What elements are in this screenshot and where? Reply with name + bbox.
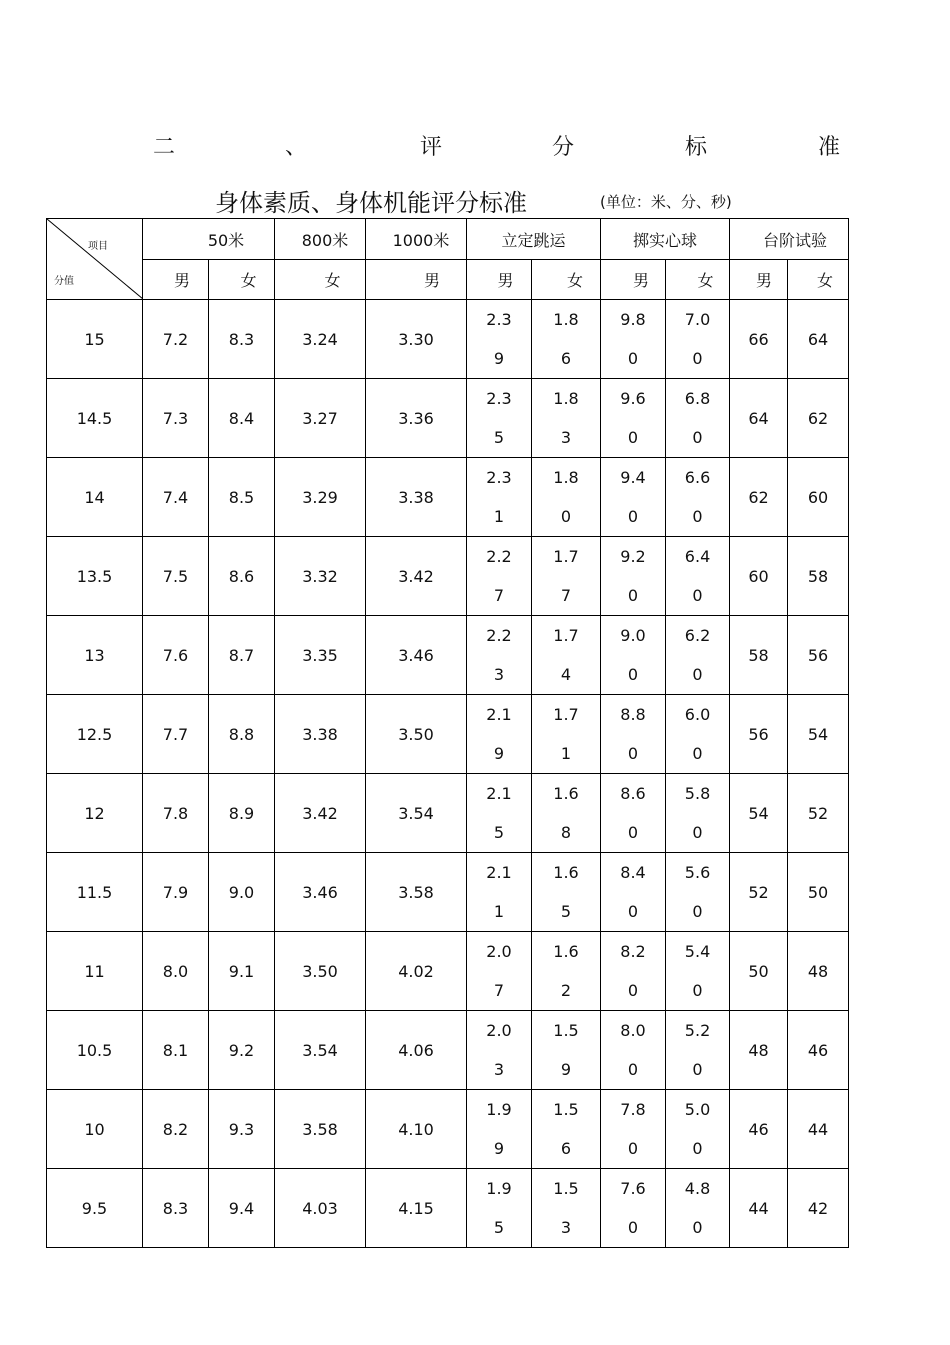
value-cell: 44 xyxy=(788,1090,849,1169)
value-part-upper: 1.7 xyxy=(553,704,579,724)
value-cell: 8.0 xyxy=(143,932,209,1011)
value-cell: 7.2 xyxy=(143,300,209,379)
value-part-upper: 7.0 xyxy=(684,309,711,329)
value-part-lower: 6 xyxy=(560,1138,572,1158)
value-cell: 9.0 xyxy=(209,853,275,932)
value-cell: 8.3 xyxy=(209,300,275,379)
value-cell: 3.58 xyxy=(366,853,467,932)
score-value: 13 xyxy=(47,616,143,695)
split-value-cell xyxy=(532,616,601,695)
value-cell: 64 xyxy=(730,379,788,458)
value-part-lower: 1 xyxy=(493,901,505,921)
value-part-upper: 1.5 xyxy=(553,1178,579,1198)
value-part-lower: 0 xyxy=(627,348,639,368)
value-part-upper: 2.3 xyxy=(486,309,512,329)
value-cell: 58 xyxy=(788,537,849,616)
table-row xyxy=(47,1169,849,1248)
header-row-groups xyxy=(47,219,849,260)
value-cell: 56 xyxy=(730,695,788,774)
split-value-cell xyxy=(467,458,532,537)
value-part-lower: 3 xyxy=(560,1217,572,1237)
split-value-cell xyxy=(601,853,666,932)
split-value-cell xyxy=(467,379,532,458)
split-value-cell xyxy=(601,1011,666,1090)
gender-header: 男 xyxy=(730,260,788,300)
value-cell: 3.38 xyxy=(275,695,366,774)
value-part-upper: 8.4 xyxy=(620,862,646,882)
value-cell: 56 xyxy=(788,616,849,695)
value-part-upper: 1.9 xyxy=(486,1099,512,1119)
value-part-lower: 0 xyxy=(692,1138,703,1158)
split-value-cell xyxy=(532,458,601,537)
table-row xyxy=(47,774,849,853)
table-row xyxy=(47,1090,849,1169)
value-cell: 3.38 xyxy=(366,458,467,537)
split-value-cell xyxy=(666,774,730,853)
value-cell: 8.9 xyxy=(209,774,275,853)
value-part-upper: 5.0 xyxy=(684,1099,711,1119)
split-value-cell xyxy=(532,1169,601,1248)
corner-label-item: 项目 xyxy=(88,241,108,252)
value-cell: 3.24 xyxy=(275,300,366,379)
value-part-upper: 7.8 xyxy=(620,1099,646,1119)
group-header: 台阶试验 xyxy=(730,219,849,260)
value-part-lower: 3 xyxy=(560,427,572,447)
value-part-upper: 8.6 xyxy=(620,783,646,803)
value-cell: 60 xyxy=(788,458,849,537)
header-row-gender xyxy=(47,260,849,300)
table-row xyxy=(47,853,849,932)
value-part-upper: 2.1 xyxy=(486,862,512,882)
value-part-upper: 2.3 xyxy=(486,467,512,487)
split-value-cell xyxy=(601,695,666,774)
value-part-upper: 1.8 xyxy=(553,388,579,408)
table-row xyxy=(47,695,849,774)
table-body xyxy=(47,219,849,1248)
split-value-cell xyxy=(467,774,532,853)
split-value-cell xyxy=(601,616,666,695)
gender-header: 男 xyxy=(601,260,666,300)
split-value-cell xyxy=(666,300,730,379)
value-part-lower: 9 xyxy=(493,743,505,763)
value-cell: 52 xyxy=(730,853,788,932)
split-value-cell xyxy=(467,1090,532,1169)
value-cell: 42 xyxy=(788,1169,849,1248)
value-part-lower: 0 xyxy=(692,427,703,447)
value-part-lower: 0 xyxy=(627,1217,639,1237)
value-cell: 3.35 xyxy=(275,616,366,695)
split-value-cell xyxy=(666,1011,730,1090)
value-cell: 60 xyxy=(730,537,788,616)
value-cell: 58 xyxy=(730,616,788,695)
split-value-cell xyxy=(467,616,532,695)
split-value-cell xyxy=(467,1011,532,1090)
value-part-lower: 0 xyxy=(627,1059,639,1079)
value-part-lower: 0 xyxy=(692,901,703,921)
value-cell: 3.50 xyxy=(366,695,467,774)
value-part-lower: 0 xyxy=(560,506,572,526)
value-part-upper: 1.5 xyxy=(553,1099,579,1119)
value-part-upper: 1.6 xyxy=(553,783,579,803)
gender-header: 女 xyxy=(788,260,849,300)
value-part-upper: 2.2 xyxy=(486,546,512,566)
value-part-upper: 6.0 xyxy=(684,704,711,724)
corner-label-score: 分值 xyxy=(54,276,74,287)
score-value: 12.5 xyxy=(47,695,143,774)
value-part-upper: 1.6 xyxy=(553,941,579,961)
score-value: 12 xyxy=(47,774,143,853)
group-header: 1000米 xyxy=(366,219,467,260)
gender-header: 女 xyxy=(275,260,366,300)
score-value: 10.5 xyxy=(47,1011,143,1090)
value-part-upper: 8.0 xyxy=(620,1020,646,1040)
value-part-upper: 9.2 xyxy=(620,546,646,566)
split-value-cell xyxy=(467,1169,532,1248)
score-value: 13.5 xyxy=(47,537,143,616)
split-value-cell xyxy=(666,379,730,458)
value-part-lower: 5 xyxy=(493,822,505,842)
value-part-lower: 1 xyxy=(493,506,505,526)
value-part-lower: 0 xyxy=(627,901,639,921)
split-value-cell xyxy=(532,1011,601,1090)
value-part-upper: 2.0 xyxy=(486,941,512,961)
value-part-upper: 1.8 xyxy=(553,309,579,329)
value-part-lower: 0 xyxy=(627,585,639,605)
split-value-cell xyxy=(467,695,532,774)
value-cell: 3.50 xyxy=(275,932,366,1011)
diagonal-line xyxy=(47,219,143,299)
heading-char: 、 xyxy=(285,135,308,160)
value-cell: 4.15 xyxy=(366,1169,467,1248)
table-row xyxy=(47,379,849,458)
score-value: 10 xyxy=(47,1090,143,1169)
split-value-cell xyxy=(601,379,666,458)
split-value-cell xyxy=(532,300,601,379)
value-part-lower: 0 xyxy=(627,506,639,526)
value-part-lower: 3 xyxy=(493,1059,505,1079)
value-cell: 66 xyxy=(730,300,788,379)
value-cell: 3.27 xyxy=(275,379,366,458)
value-cell: 44 xyxy=(730,1169,788,1248)
value-cell: 52 xyxy=(788,774,849,853)
table-row xyxy=(47,537,849,616)
table-row xyxy=(47,300,849,379)
split-value-cell xyxy=(532,932,601,1011)
value-part-upper: 1.9 xyxy=(486,1178,512,1198)
value-part-upper: 9.0 xyxy=(620,625,646,645)
value-part-lower: 0 xyxy=(627,980,639,1000)
value-cell: 3.30 xyxy=(366,300,467,379)
value-part-lower: 0 xyxy=(692,743,703,763)
split-value-cell xyxy=(666,1090,730,1169)
split-value-cell xyxy=(467,932,532,1011)
value-cell: 54 xyxy=(730,774,788,853)
value-part-upper: 8.2 xyxy=(620,941,646,961)
table-row xyxy=(47,458,849,537)
value-part-upper: 9.6 xyxy=(620,388,646,408)
split-value-cell xyxy=(601,774,666,853)
split-value-cell xyxy=(532,853,601,932)
value-part-upper: 9.8 xyxy=(620,309,646,329)
value-part-lower: 0 xyxy=(627,822,639,842)
value-part-lower: 0 xyxy=(692,664,703,684)
value-part-upper: 5.4 xyxy=(684,941,711,961)
value-cell: 7.4 xyxy=(143,458,209,537)
group-header: 掷实心球 xyxy=(601,219,730,260)
score-table xyxy=(46,218,849,1248)
table-row xyxy=(47,1011,849,1090)
value-part-upper: 1.7 xyxy=(553,625,579,645)
split-value-cell xyxy=(666,1169,730,1248)
split-value-cell xyxy=(666,932,730,1011)
value-cell: 4.06 xyxy=(366,1011,467,1090)
value-cell: 4.02 xyxy=(366,932,467,1011)
value-cell: 8.1 xyxy=(143,1011,209,1090)
value-cell: 50 xyxy=(730,932,788,1011)
split-value-cell xyxy=(666,695,730,774)
score-value: 14 xyxy=(47,458,143,537)
value-part-upper: 1.6 xyxy=(553,862,579,882)
value-part-lower: 0 xyxy=(627,427,639,447)
value-part-upper: 5.2 xyxy=(684,1020,711,1040)
split-value-cell xyxy=(601,1169,666,1248)
gender-header: 女 xyxy=(666,260,730,300)
value-cell: 8.4 xyxy=(209,379,275,458)
value-part-lower: 0 xyxy=(692,1217,703,1237)
value-cell: 3.42 xyxy=(366,537,467,616)
split-value-cell xyxy=(666,616,730,695)
value-cell: 3.32 xyxy=(275,537,366,616)
value-cell: 64 xyxy=(788,300,849,379)
value-part-upper: 6.8 xyxy=(684,388,711,408)
score-value: 14.5 xyxy=(47,379,143,458)
value-part-upper: 8.8 xyxy=(620,704,646,724)
value-part-lower: 9 xyxy=(560,1059,572,1079)
value-cell: 8.5 xyxy=(209,458,275,537)
value-part-upper: 2.1 xyxy=(486,704,512,724)
value-cell: 9.2 xyxy=(209,1011,275,1090)
value-part-lower: 0 xyxy=(692,585,703,605)
value-cell: 7.7 xyxy=(143,695,209,774)
value-part-upper: 5.6 xyxy=(684,862,711,882)
value-part-upper: 2.0 xyxy=(486,1020,512,1040)
value-cell: 3.54 xyxy=(366,774,467,853)
value-cell: 3.42 xyxy=(275,774,366,853)
unit-note: (单位：米、分、秒) xyxy=(600,193,732,211)
split-value-cell xyxy=(532,537,601,616)
value-part-upper: 2.2 xyxy=(486,625,512,645)
split-value-cell xyxy=(666,458,730,537)
value-part-lower: 0 xyxy=(692,980,703,1000)
value-part-upper: 2.3 xyxy=(486,388,512,408)
value-cell: 8.8 xyxy=(209,695,275,774)
value-cell: 7.6 xyxy=(143,616,209,695)
value-cell: 9.3 xyxy=(209,1090,275,1169)
split-value-cell xyxy=(666,853,730,932)
heading-char: 二 xyxy=(153,135,176,160)
value-part-lower: 0 xyxy=(692,506,703,526)
value-part-lower: 8 xyxy=(560,822,572,842)
group-header: 立定跳运 xyxy=(467,219,601,260)
value-cell: 54 xyxy=(788,695,849,774)
value-part-upper: 1.8 xyxy=(553,467,579,487)
section-heading xyxy=(0,130,950,160)
heading-char: 分 xyxy=(552,135,575,160)
value-cell: 7.3 xyxy=(143,379,209,458)
value-part-lower: 0 xyxy=(627,1138,639,1158)
value-cell: 3.46 xyxy=(366,616,467,695)
gender-header: 男 xyxy=(366,260,467,300)
value-cell: 3.54 xyxy=(275,1011,366,1090)
value-cell: 46 xyxy=(788,1011,849,1090)
value-cell: 9.4 xyxy=(209,1169,275,1248)
heading-char: 标 xyxy=(685,135,708,160)
split-value-cell xyxy=(601,300,666,379)
value-cell: 3.46 xyxy=(275,853,366,932)
split-value-cell xyxy=(601,1090,666,1169)
score-value: 11.5 xyxy=(47,853,143,932)
value-part-lower: 0 xyxy=(692,822,703,842)
split-value-cell xyxy=(601,932,666,1011)
value-part-lower: 0 xyxy=(692,1059,703,1079)
value-cell: 3.29 xyxy=(275,458,366,537)
value-cell: 62 xyxy=(788,379,849,458)
value-part-upper: 5.8 xyxy=(684,783,711,803)
gender-header: 男 xyxy=(143,260,209,300)
value-part-lower: 0 xyxy=(692,348,703,368)
value-cell: 48 xyxy=(730,1011,788,1090)
gender-header: 男 xyxy=(467,260,532,300)
value-part-lower: 4 xyxy=(560,664,572,684)
value-cell: 7.8 xyxy=(143,774,209,853)
value-cell: 4.10 xyxy=(366,1090,467,1169)
value-cell: 62 xyxy=(730,458,788,537)
value-cell: 8.2 xyxy=(143,1090,209,1169)
table-row xyxy=(47,616,849,695)
split-value-cell xyxy=(601,537,666,616)
value-part-lower: 6 xyxy=(560,348,572,368)
value-part-upper: 4.8 xyxy=(684,1178,711,1198)
value-cell: 3.58 xyxy=(275,1090,366,1169)
split-value-cell xyxy=(532,695,601,774)
value-part-lower: 5 xyxy=(560,901,572,921)
heading-char: 准 xyxy=(818,135,841,160)
value-part-upper: 1.5 xyxy=(553,1020,579,1040)
value-part-upper: 6.2 xyxy=(684,625,711,645)
value-cell: 48 xyxy=(788,932,849,1011)
gender-header: 女 xyxy=(532,260,601,300)
heading-char: 评 xyxy=(420,135,443,160)
split-value-cell xyxy=(532,1090,601,1169)
split-value-cell xyxy=(666,537,730,616)
value-part-upper: 1.7 xyxy=(553,546,579,566)
table-row xyxy=(47,932,849,1011)
group-header: 800米 xyxy=(275,219,366,260)
value-cell: 8.6 xyxy=(209,537,275,616)
value-cell: 4.03 xyxy=(275,1169,366,1248)
value-part-lower: 2 xyxy=(560,980,572,1000)
split-value-cell xyxy=(532,774,601,853)
value-cell: 7.9 xyxy=(143,853,209,932)
split-value-cell xyxy=(532,379,601,458)
value-cell: 50 xyxy=(788,853,849,932)
group-header: 50米 xyxy=(143,219,275,260)
value-cell: 7.5 xyxy=(143,537,209,616)
value-part-upper: 6.6 xyxy=(684,467,711,487)
value-part-upper: 6.4 xyxy=(684,546,711,566)
value-part-upper: 7.6 xyxy=(620,1178,646,1198)
value-part-lower: 1 xyxy=(560,743,572,763)
split-value-cell xyxy=(467,300,532,379)
value-part-lower: 9 xyxy=(493,348,505,368)
value-part-lower: 5 xyxy=(493,1217,505,1237)
value-part-lower: 7 xyxy=(493,980,505,1000)
score-value: 9.5 xyxy=(47,1169,143,1248)
value-part-upper: 2.1 xyxy=(486,783,512,803)
score-value: 11 xyxy=(47,932,143,1011)
value-part-lower: 9 xyxy=(493,1138,505,1158)
split-value-cell xyxy=(467,853,532,932)
value-part-upper: 9.4 xyxy=(620,467,646,487)
value-part-lower: 0 xyxy=(627,664,639,684)
value-cell: 8.3 xyxy=(143,1169,209,1248)
value-part-lower: 3 xyxy=(493,664,505,684)
score-value: 15 xyxy=(47,300,143,379)
value-cell: 8.7 xyxy=(209,616,275,695)
value-part-lower: 5 xyxy=(493,427,505,447)
value-part-lower: 7 xyxy=(560,585,572,605)
value-part-lower: 0 xyxy=(627,743,639,763)
value-cell: 46 xyxy=(730,1090,788,1169)
gender-header: 女 xyxy=(209,260,275,300)
split-value-cell xyxy=(467,537,532,616)
value-cell: 9.1 xyxy=(209,932,275,1011)
value-cell: 3.36 xyxy=(366,379,467,458)
split-value-cell xyxy=(601,458,666,537)
corner-cell xyxy=(47,219,143,300)
page-title: 身体素质、身体机能评分标准 xyxy=(215,189,527,217)
value-part-lower: 7 xyxy=(493,585,505,605)
